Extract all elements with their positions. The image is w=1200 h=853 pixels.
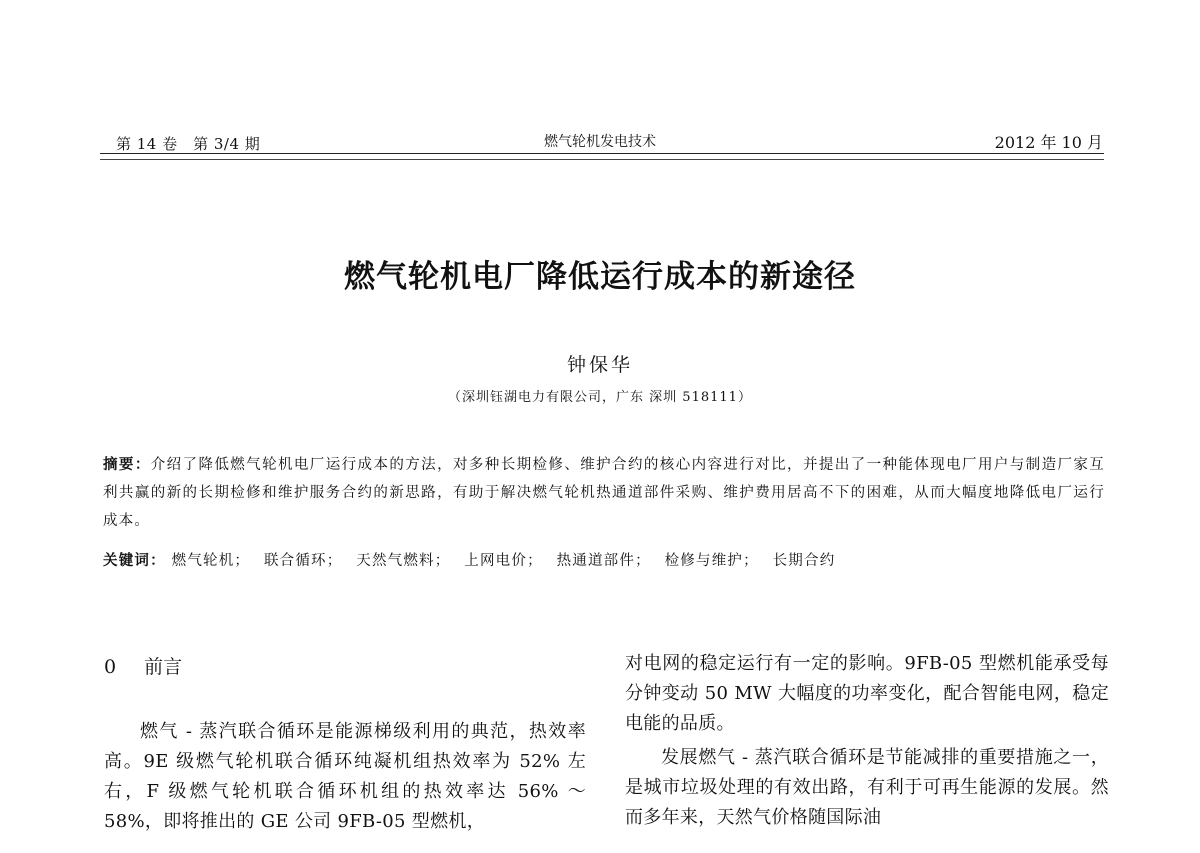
keyword: 联合循环； — [263, 553, 343, 569]
keywords — [103, 549, 1105, 570]
paragraph: 发展燃气 - 蒸汽联合循环是节能减排的重要措施之一，是城市垃圾处理的有效出路，有利于可再生能源的发展。然而多年来，天然气价格随国际油 — [625, 747, 1109, 828]
section-title: 前言 — [144, 656, 183, 678]
keyword: 长期合约 — [772, 553, 836, 569]
body-column-left — [104, 717, 586, 837]
keyword: 检修与维护； — [664, 553, 759, 569]
keyword: 热通道部件； — [556, 553, 651, 569]
paragraph: 燃气 - 蒸汽联合循环是能源梯级利用的典范，热效率高。9E 级燃气轮机联合循环纯凝机组热效率为 52% 左右，F 级燃气轮机联合循环机组的热效率达 56% ～ 58%，即将推出的 GE 公司 9FB-05 型燃机， — [104, 721, 586, 832]
abstract-label: 摘要： — [103, 457, 151, 473]
body-column-right — [625, 649, 1109, 833]
keyword: 天然气燃料； — [356, 553, 451, 569]
keyword: 上网电价； — [464, 553, 543, 569]
abstract — [103, 451, 1105, 535]
author-affiliation: （深圳钰湖电力有限公司，广东 深圳 518111） — [448, 390, 752, 405]
journal-volume-issue: 第 14 卷 第 3/4 期 — [116, 135, 261, 153]
paragraph: 对电网的稳定运行有一定的影响。9FB-05 型燃机能承受每分钟变动 50 MW 大幅度的功率变化，配合智能电网，稳定电能的品质。 — [625, 653, 1109, 734]
header-rule-top — [100, 153, 1104, 154]
keywords-label: 关键词： — [103, 553, 166, 569]
journal-name: 燃气轮机发电技术 — [544, 134, 656, 150]
keyword: 燃气轮机； — [171, 553, 251, 569]
section-heading — [104, 652, 182, 679]
publication-date: 2012 年 10 月 — [994, 133, 1103, 152]
section-number: 0 — [104, 656, 117, 678]
header-rule-bottom — [100, 159, 1104, 160]
abstract-text: 介绍了降低燃气轮机电厂运行成本的方法，对多种长期检修、维护合约的核心内容进行对比，并提出了一种能体现电厂用户与制造厂家互利共赢的新的长期检修和维护服务合约的新思路，有助于解决燃气轮机热通道部件采购、维护费用居高不下的困难，从而大幅度地降低电厂运行成本。 — [103, 457, 1105, 529]
author-name: 钟保华 — [566, 354, 633, 376]
article-title: 燃气轮机电厂降低运行成本的新途径 — [344, 259, 856, 295]
